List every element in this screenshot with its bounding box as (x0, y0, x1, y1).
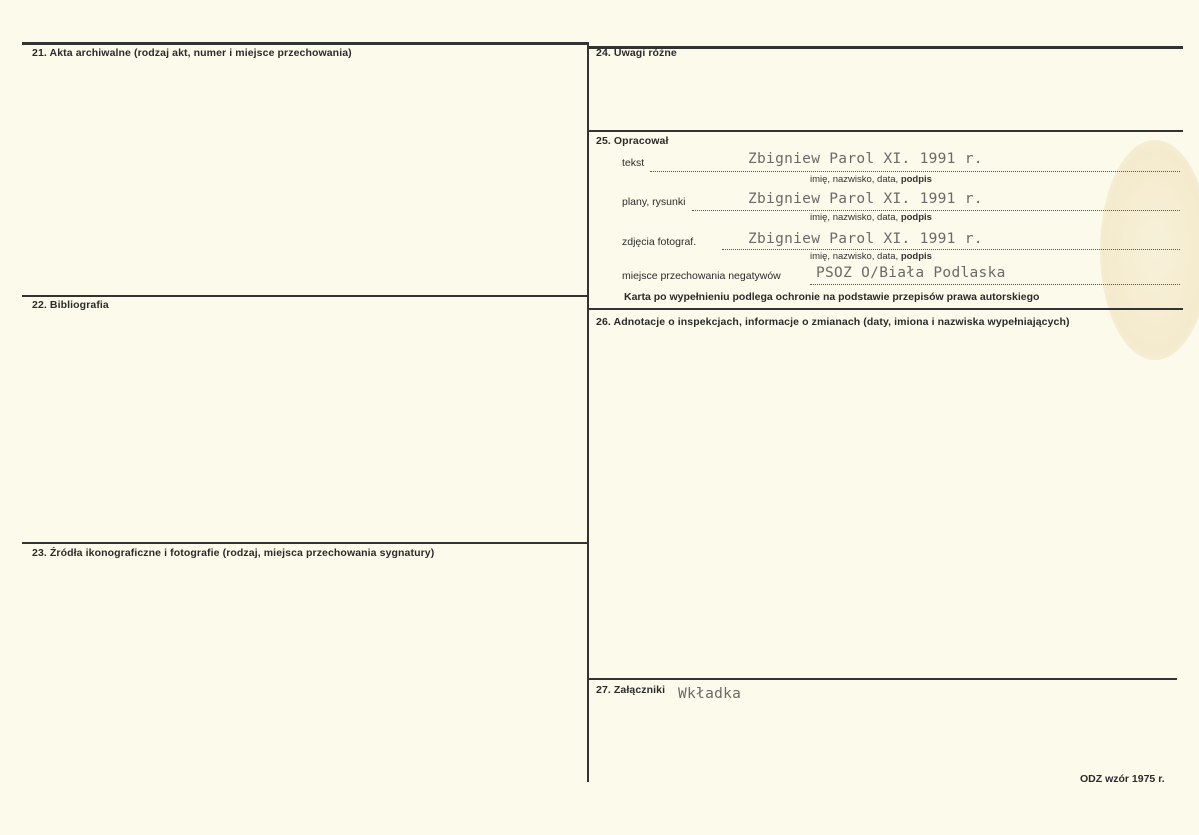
copyright-notice: Karta po wypełnieniu podlega ochronie na podstawie przepisów prawa autorskiego (624, 291, 1040, 303)
negatywy-line (810, 284, 1180, 285)
section-22-title: 22. Bibliografia (32, 299, 109, 311)
tekst-line (650, 171, 1180, 172)
rule-25 (589, 130, 1183, 132)
zdjecia-line (722, 249, 1180, 250)
negatywy-label: miejsce przechowania negatywów (622, 270, 781, 282)
rule-26 (589, 308, 1183, 310)
zdjecia-caption: imię, nazwisko, data, podpis (810, 251, 932, 262)
section-25-title: 25. Opracował (596, 135, 669, 147)
top-rule-right (589, 46, 1183, 49)
section-24-title: 24. Uwagi różne (596, 47, 677, 59)
paper-stain (1100, 140, 1199, 360)
section-23-title: 23. Źródła ikonograficzne i fotografie (rodzaj, miejsca przechowania sygnatury) (32, 547, 435, 559)
plany-label: plany, rysunki (622, 196, 686, 208)
form-footer: ODZ wzór 1975 r. (1080, 773, 1165, 785)
plany-value: Zbigniew Parol XI. 1991 r. (748, 191, 983, 207)
tekst-label: tekst (622, 157, 645, 169)
top-rule-left (22, 42, 588, 45)
section-26-title: 26. Adnotacje o inspekcjach, informacje o zmianach (daty, imiona i nazwiska wypełniających) (596, 316, 1070, 328)
tekst-caption: imię, nazwisko, data, podpis (810, 174, 932, 185)
zdjecia-value: Zbigniew Parol XI. 1991 r. (748, 231, 983, 247)
rule-27 (589, 678, 1177, 680)
rule-23 (22, 542, 588, 544)
center-divider (587, 42, 589, 782)
section-27-title: 27. Załączniki (596, 684, 666, 696)
plany-line (692, 210, 1180, 211)
plany-caption: imię, nazwisko, data, podpis (810, 212, 932, 223)
negatywy-value: PSOZ O/Biała Podlaska (816, 265, 1006, 281)
tekst-value: Zbigniew Parol XI. 1991 r. (748, 151, 983, 167)
zalaczniki-value: Wkładka (678, 686, 742, 702)
section-21-title: 21. Akta archiwalne (rodzaj akt, numer i miejsce przechowania) (32, 47, 352, 59)
zdjecia-label: zdjęcia fotograf. (622, 236, 697, 248)
rule-22 (22, 295, 588, 297)
